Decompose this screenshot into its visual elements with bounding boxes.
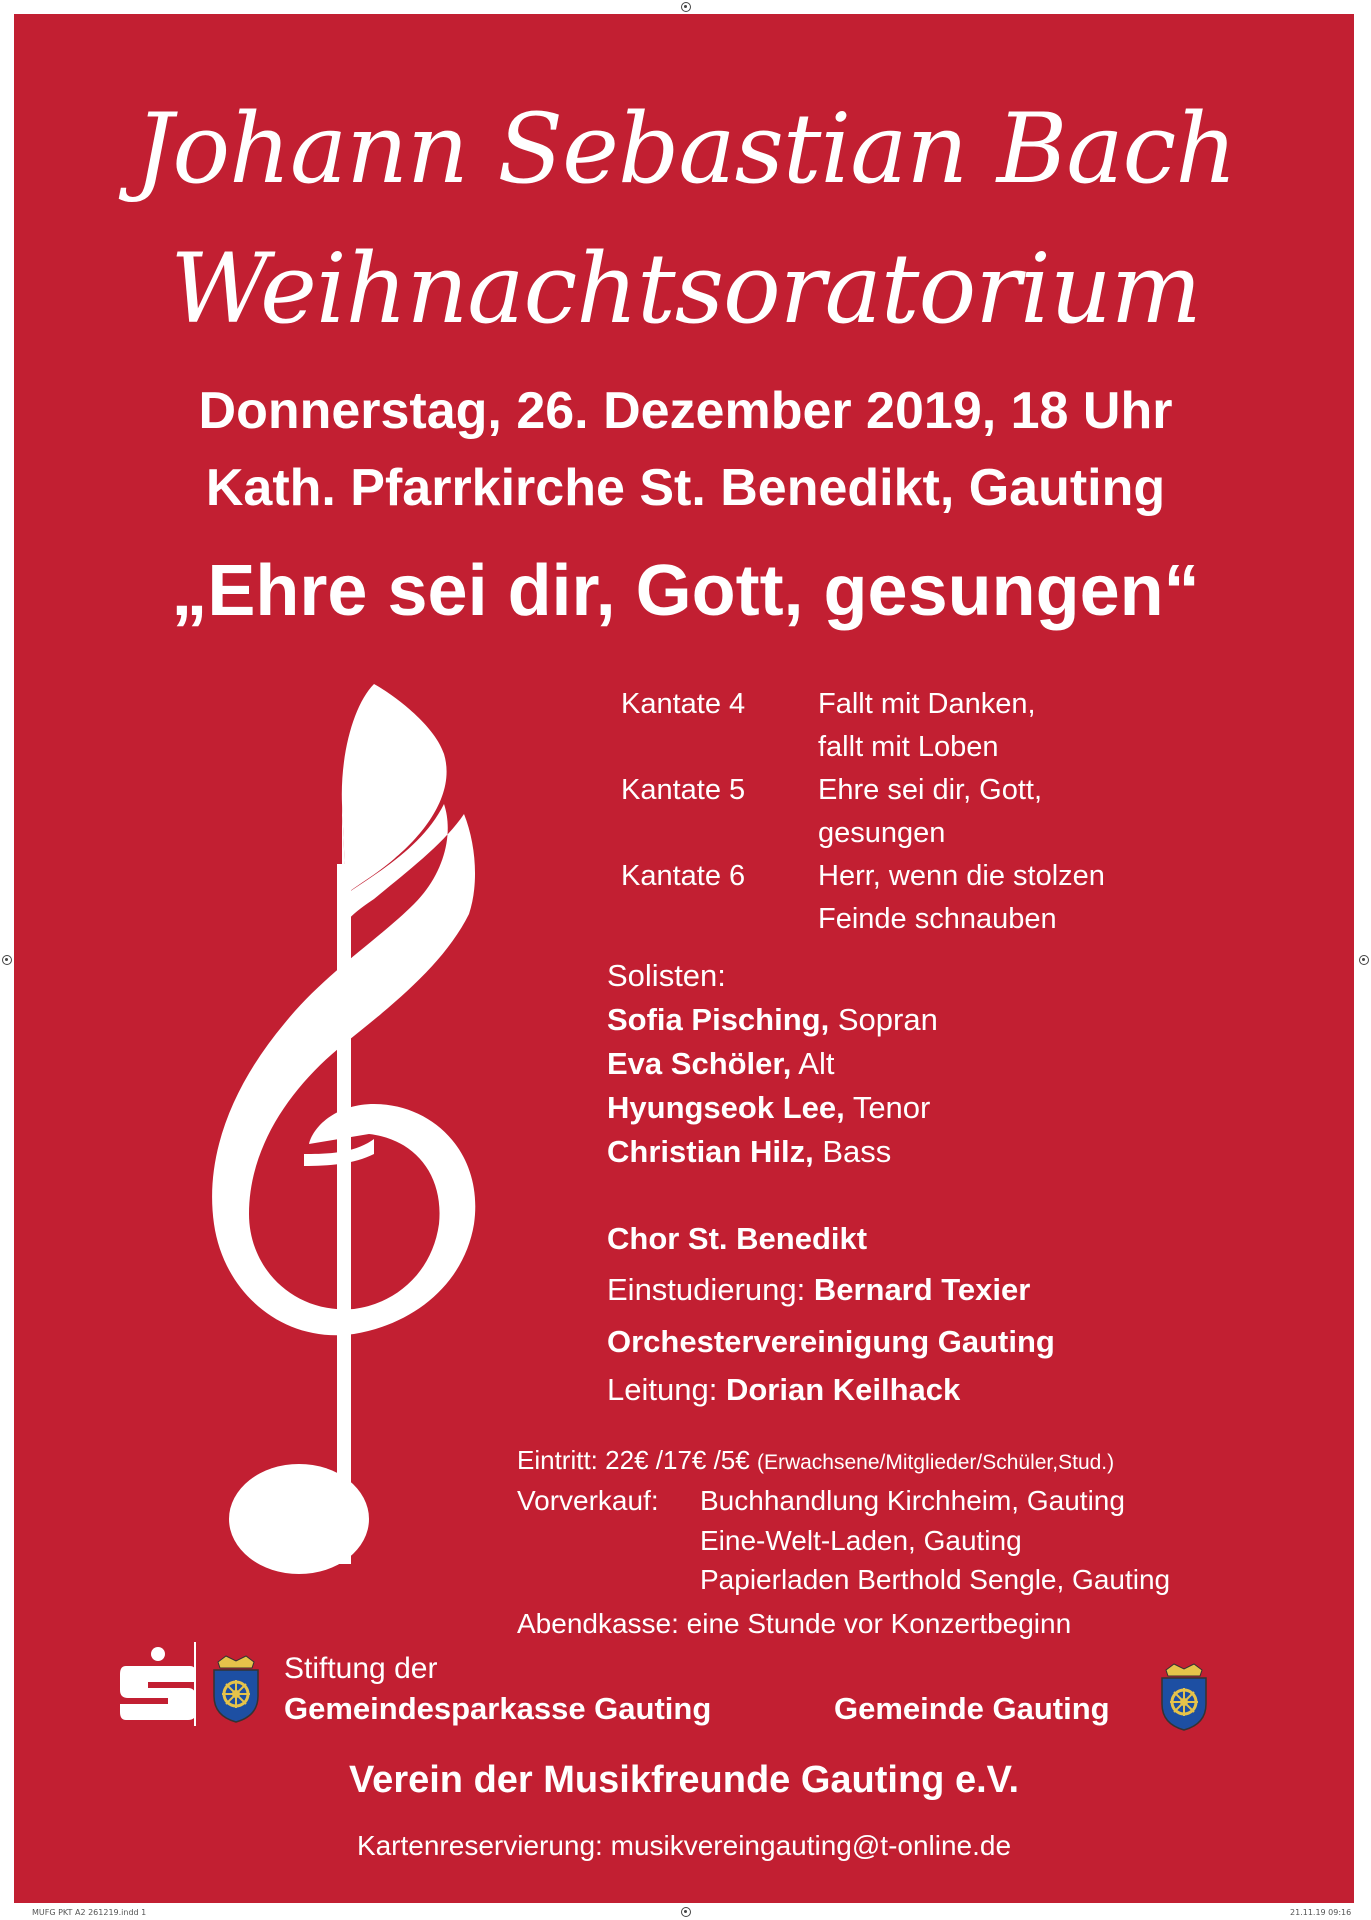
orchestra-name: Orchestervereinigung Gauting: [607, 1324, 1055, 1359]
event-venue: Kath. Pfarrkirche St. Benedikt, Gauting: [205, 459, 1166, 517]
gemeinde-name: Gemeinde Gauting: [834, 1691, 1110, 1726]
soloist-row: [607, 1134, 891, 1170]
soloist-name: Sofia Pisching,: [607, 1002, 830, 1037]
kantate-label: Kantate 4: [621, 688, 746, 720]
title-work: Weihnachtsoratorium: [170, 233, 1201, 345]
kantate-title-line1: Herr, wenn die stolzen: [818, 860, 1105, 892]
stiftung-line2: Gemeindesparkasse Gauting: [284, 1691, 712, 1726]
kantate-label: Kantate 5: [621, 774, 746, 806]
presale-location: Papierladen Berthold Sengle, Gauting: [700, 1564, 1171, 1595]
entry-label: Eintritt:: [517, 1445, 598, 1475]
choir-name: Chor St. Benedikt: [607, 1221, 868, 1256]
soloist-name: Christian Hilz,: [607, 1134, 814, 1169]
kantate-title-line1: Fallt mit Danken,: [818, 688, 1036, 720]
presale-location: Eine-Welt-Laden, Gauting: [700, 1525, 1022, 1556]
registration-mark-right: [1359, 955, 1369, 965]
registration-mark-bottom: [681, 1907, 691, 1917]
soloist-voice: Alt: [798, 1046, 835, 1081]
presale-location: Buchhandlung Kirchheim, Gauting: [700, 1485, 1125, 1516]
poster: [14, 14, 1354, 1903]
soloist-row: [607, 1002, 938, 1038]
sponsor-divider: [194, 1642, 196, 1726]
soloist-name: Hyungseok Lee,: [607, 1090, 845, 1125]
coat-of-arms-icon: [1156, 1662, 1212, 1732]
title-composer: Johann Sebastian Bach: [134, 93, 1237, 205]
soloist-voice: Bass: [822, 1134, 892, 1169]
sparkasse-logo-icon: [118, 1646, 198, 1722]
rehearsal-line: [607, 1272, 1030, 1308]
rehearsal-label: Einstudierung:: [607, 1272, 806, 1307]
boxoffice: Abendkasse: eine Stunde vor Konzertbeginn: [517, 1608, 1072, 1639]
rehearsal-name: Bernard Texier: [813, 1272, 1031, 1307]
soloist-row: [607, 1046, 834, 1082]
print-slug-left: MUFG PKT A2 261219.indd 1: [32, 1908, 147, 1917]
conductor-label: Leitung:: [607, 1372, 718, 1407]
kantate-title-line2: fallt mit Loben: [818, 731, 999, 763]
conductor-name: Dorian Keilhack: [725, 1372, 961, 1407]
entry-line: [517, 1445, 1114, 1476]
soloists-heading: Solisten:: [607, 958, 726, 993]
kantate-title-line1: Ehre sei dir, Gott,: [818, 774, 1043, 806]
coat-of-arms-icon: [208, 1654, 264, 1724]
organizer: Verein der Musikfreunde Gauting e.V.: [348, 1759, 1020, 1801]
kantate-title-line2: Feinde schnauben: [818, 903, 1057, 935]
conductor-line: [607, 1372, 960, 1408]
registration-mark-top: [681, 2, 691, 12]
registration-mark-left: [2, 955, 12, 965]
kantate-title-line2: gesungen: [818, 817, 946, 849]
reservation: Kartenreservierung: musikvereingauting@t-online.de: [356, 1830, 1012, 1861]
entry-prices: 22€ /17€ /5€: [605, 1445, 750, 1475]
event-motto: „Ehre sei dir, Gott, gesungen“: [171, 551, 1200, 631]
soloist-row: [607, 1090, 930, 1126]
entry-note: (Erwachsene/Mitglieder/Schüler,Stud.): [756, 1451, 1115, 1474]
soloist-name: Eva Schöler,: [607, 1046, 792, 1081]
kantate-label: Kantate 6: [621, 860, 746, 892]
soloist-voice: Sopran: [837, 1002, 938, 1037]
soloist-voice: Tenor: [852, 1090, 931, 1125]
print-slug-right: 21.11.19 09:16: [1290, 1908, 1352, 1917]
event-date: Donnerstag, 26. Dezember 2019, 18 Uhr: [198, 382, 1173, 440]
treble-clef-icon: [124, 684, 524, 1584]
stiftung-line1: Stiftung der: [284, 1652, 438, 1685]
presale-label: Vorverkauf:: [517, 1485, 659, 1516]
